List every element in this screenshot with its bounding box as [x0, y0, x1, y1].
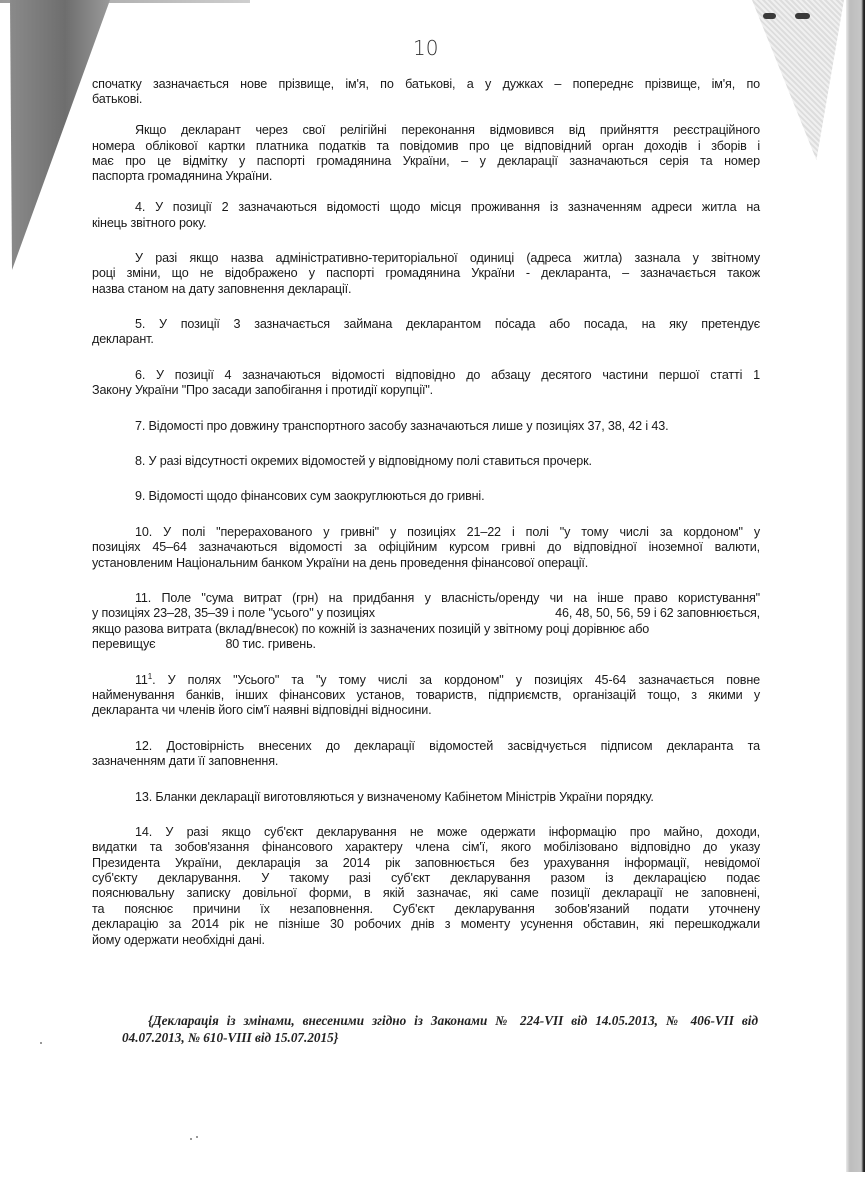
paragraph-item-7	[92, 419, 760, 434]
item-superscript: 1	[147, 671, 153, 681]
text-line: зазначенням дати її заповнення.	[92, 754, 279, 769]
text-line: Якщо декларант через свої релігійні переконання відмовився від прийняття реєстраційного	[135, 123, 760, 138]
text-line: 11. Поле "сума витрат (грн) на придбання у власність/оренду чи на інше право користування"	[135, 590, 760, 605]
text-fragment: 80 тис. гривень.	[225, 637, 316, 652]
amendments-note	[122, 1012, 758, 1046]
staple-hole-mark	[763, 13, 776, 19]
text-line: 13. Бланки декларації виготовляються у визначеному Кабінетом Міністрів України порядку.	[135, 789, 654, 804]
text-line: Закону України "Про засади запобігання і протидії корупції".	[92, 383, 434, 398]
text-line: видатки та зобов'язання фінансового характеру члена сім'ї, якого мобілізовано відповідно до указу	[92, 840, 760, 855]
paragraph-item-9	[92, 489, 760, 504]
scan-speck	[196, 1136, 198, 1138]
scan-speck	[40, 1042, 42, 1044]
text-line: якщо разова витрата (вклад/внесок) по кожній із зазначених позицій у звітному році дорівнює або	[92, 621, 650, 636]
text-line: пояснювальну записку довільної форми, в якій зазначає, які саме позиції декларації не заповнені,	[92, 886, 760, 901]
text-line: 5. У позиції 3 зазначається займана декларантом посада або посада, на яку претендує	[135, 317, 760, 332]
text-line: Президента України, декларація за 2014 рік заповнюється без урахування інформації, невідомої	[92, 855, 760, 870]
text-line: 8. У разі відсутності окремих відомостей у відповідному полі ставиться прочерк.	[135, 454, 592, 469]
paragraph-continuation	[92, 77, 760, 108]
text-line	[92, 673, 760, 688]
text-line: 04.07.2013, № 610-VIII від 15.07.2015}	[122, 1030, 339, 1045]
scan-shadow-right	[752, 0, 844, 160]
text-line: установленим Національним банком України на день проведення фінансової операції.	[92, 555, 589, 570]
text-line: 7. Відомості про довжину транспортного засобу зазначаються лише у позиціях 37, 38, 42 і 43.	[135, 418, 669, 433]
text-line: найменування банків, інших фінансових установ, товариств, підприємств, організацій тощо, з якими у	[92, 687, 760, 702]
text-line: йому одержати необхідні дані.	[92, 932, 265, 947]
text-fragment: у позиціях 23–28, 35–39 і поле "усього" у позиціях	[92, 606, 375, 621]
text-fragment: . У полях "Усього" та "у тому числі за кордоном" у позиціях 45-64 зазначається повне	[152, 672, 760, 687]
text-line: батькові.	[92, 92, 143, 107]
text-line: назва станом на дату заповнення декларації.	[92, 281, 352, 296]
text-fragment: 46, 48, 50, 56, 59 і 62 заповнюється,	[555, 606, 760, 621]
text-line: 14. У разі якщо суб'єкт декларування не може одержати інформацію про майно, доходи,	[135, 824, 760, 839]
paragraph-item-11	[92, 591, 760, 653]
paragraph-item-4-note	[92, 251, 760, 297]
text-line: паспорта громадянина України.	[92, 169, 273, 184]
page-number: 10	[413, 36, 439, 60]
text-line: 10. У полі "перерахованого у гривні" у позиціях 21–22 і полі "у тому числі за кордоном" у	[135, 524, 760, 539]
paragraph-item-11-1	[92, 673, 760, 719]
paragraph-item-10	[92, 525, 760, 571]
text-fragment: перевищує	[92, 637, 156, 652]
staple-hole-mark	[795, 13, 810, 19]
text-line	[92, 606, 760, 621]
text-line: {Декларація із змінами, внесеними згідно із Законами № 224-VII від 14.05.2013, № 406-VII від	[148, 1013, 758, 1028]
paragraph-item-8	[92, 454, 760, 469]
text-line: 4. У позиції 2 зазначаються відомості щодо місця проживання із зазначенням адреси житла на	[135, 200, 760, 215]
text-line: 12. Достовірність внесених до декларації відомостей засвідчується підписом декларанта та	[135, 738, 760, 753]
scan-edge-right	[846, 0, 865, 1172]
text-line: кінець звітного року.	[92, 215, 207, 230]
text-line: декларанта чи членів його сім'ї наявні відповідні відносини.	[92, 703, 432, 718]
item-number: 11	[135, 672, 148, 687]
text-line: декларант.	[92, 332, 154, 347]
text-line: році зміни, що не відображено у паспорті громадянина України - декларанта, – зазначається також	[92, 266, 760, 281]
paragraph-item-5	[92, 317, 760, 348]
text-line: та пояснює причини їх незаповнення. Суб'єкт декларування зобов'язаний подати уточнену	[92, 901, 760, 916]
scan-speck	[190, 1138, 192, 1140]
text-line: позиціях 45–64 зазначаються відомості за офіційним курсом гривні до відповідної іноземної валюти,	[92, 540, 760, 555]
text-line: спочатку зазначається нове прізвище, ім'я, по батькові, а у дужках – попереднє прізвище, ім'я, по	[92, 77, 760, 91]
text-line: 6. У позиції 4 зазначаються відомості відповідно до абзацу десятого частини першої статті 1	[135, 367, 760, 382]
paragraph-item-13	[92, 790, 760, 805]
text-line: У разі якщо назва адміністративно-територіальної одиниці (адреса житла) зазнала у звітному	[135, 250, 760, 265]
paragraph-item-14	[92, 825, 760, 948]
text-line: номера облікової картки платника податків та повідомив про це відповідний орган доходів і зборів і	[92, 138, 760, 153]
text-line: суб'єкту декларування. У такому разі суб'єкт декларування разом із декларацією подає	[92, 871, 760, 886]
paragraph-item-4	[92, 200, 760, 231]
text-line: має про це відмітку у паспорті громадянина України, – у декларації зазначаються серія та номер	[92, 153, 760, 168]
text-line: декларацію за 2014 рік не пізніше 30 робочих днів з моменту усунення обставин, які перешкоджали	[92, 917, 760, 932]
paragraph-item-12	[92, 739, 760, 770]
text-line	[92, 637, 760, 652]
document-body	[92, 77, 760, 963]
text-line: 9. Відомості щодо фінансових сум заокруглюються до гривні.	[135, 489, 485, 504]
paragraph-religious-exception	[92, 123, 760, 185]
paragraph-item-6	[92, 368, 760, 399]
